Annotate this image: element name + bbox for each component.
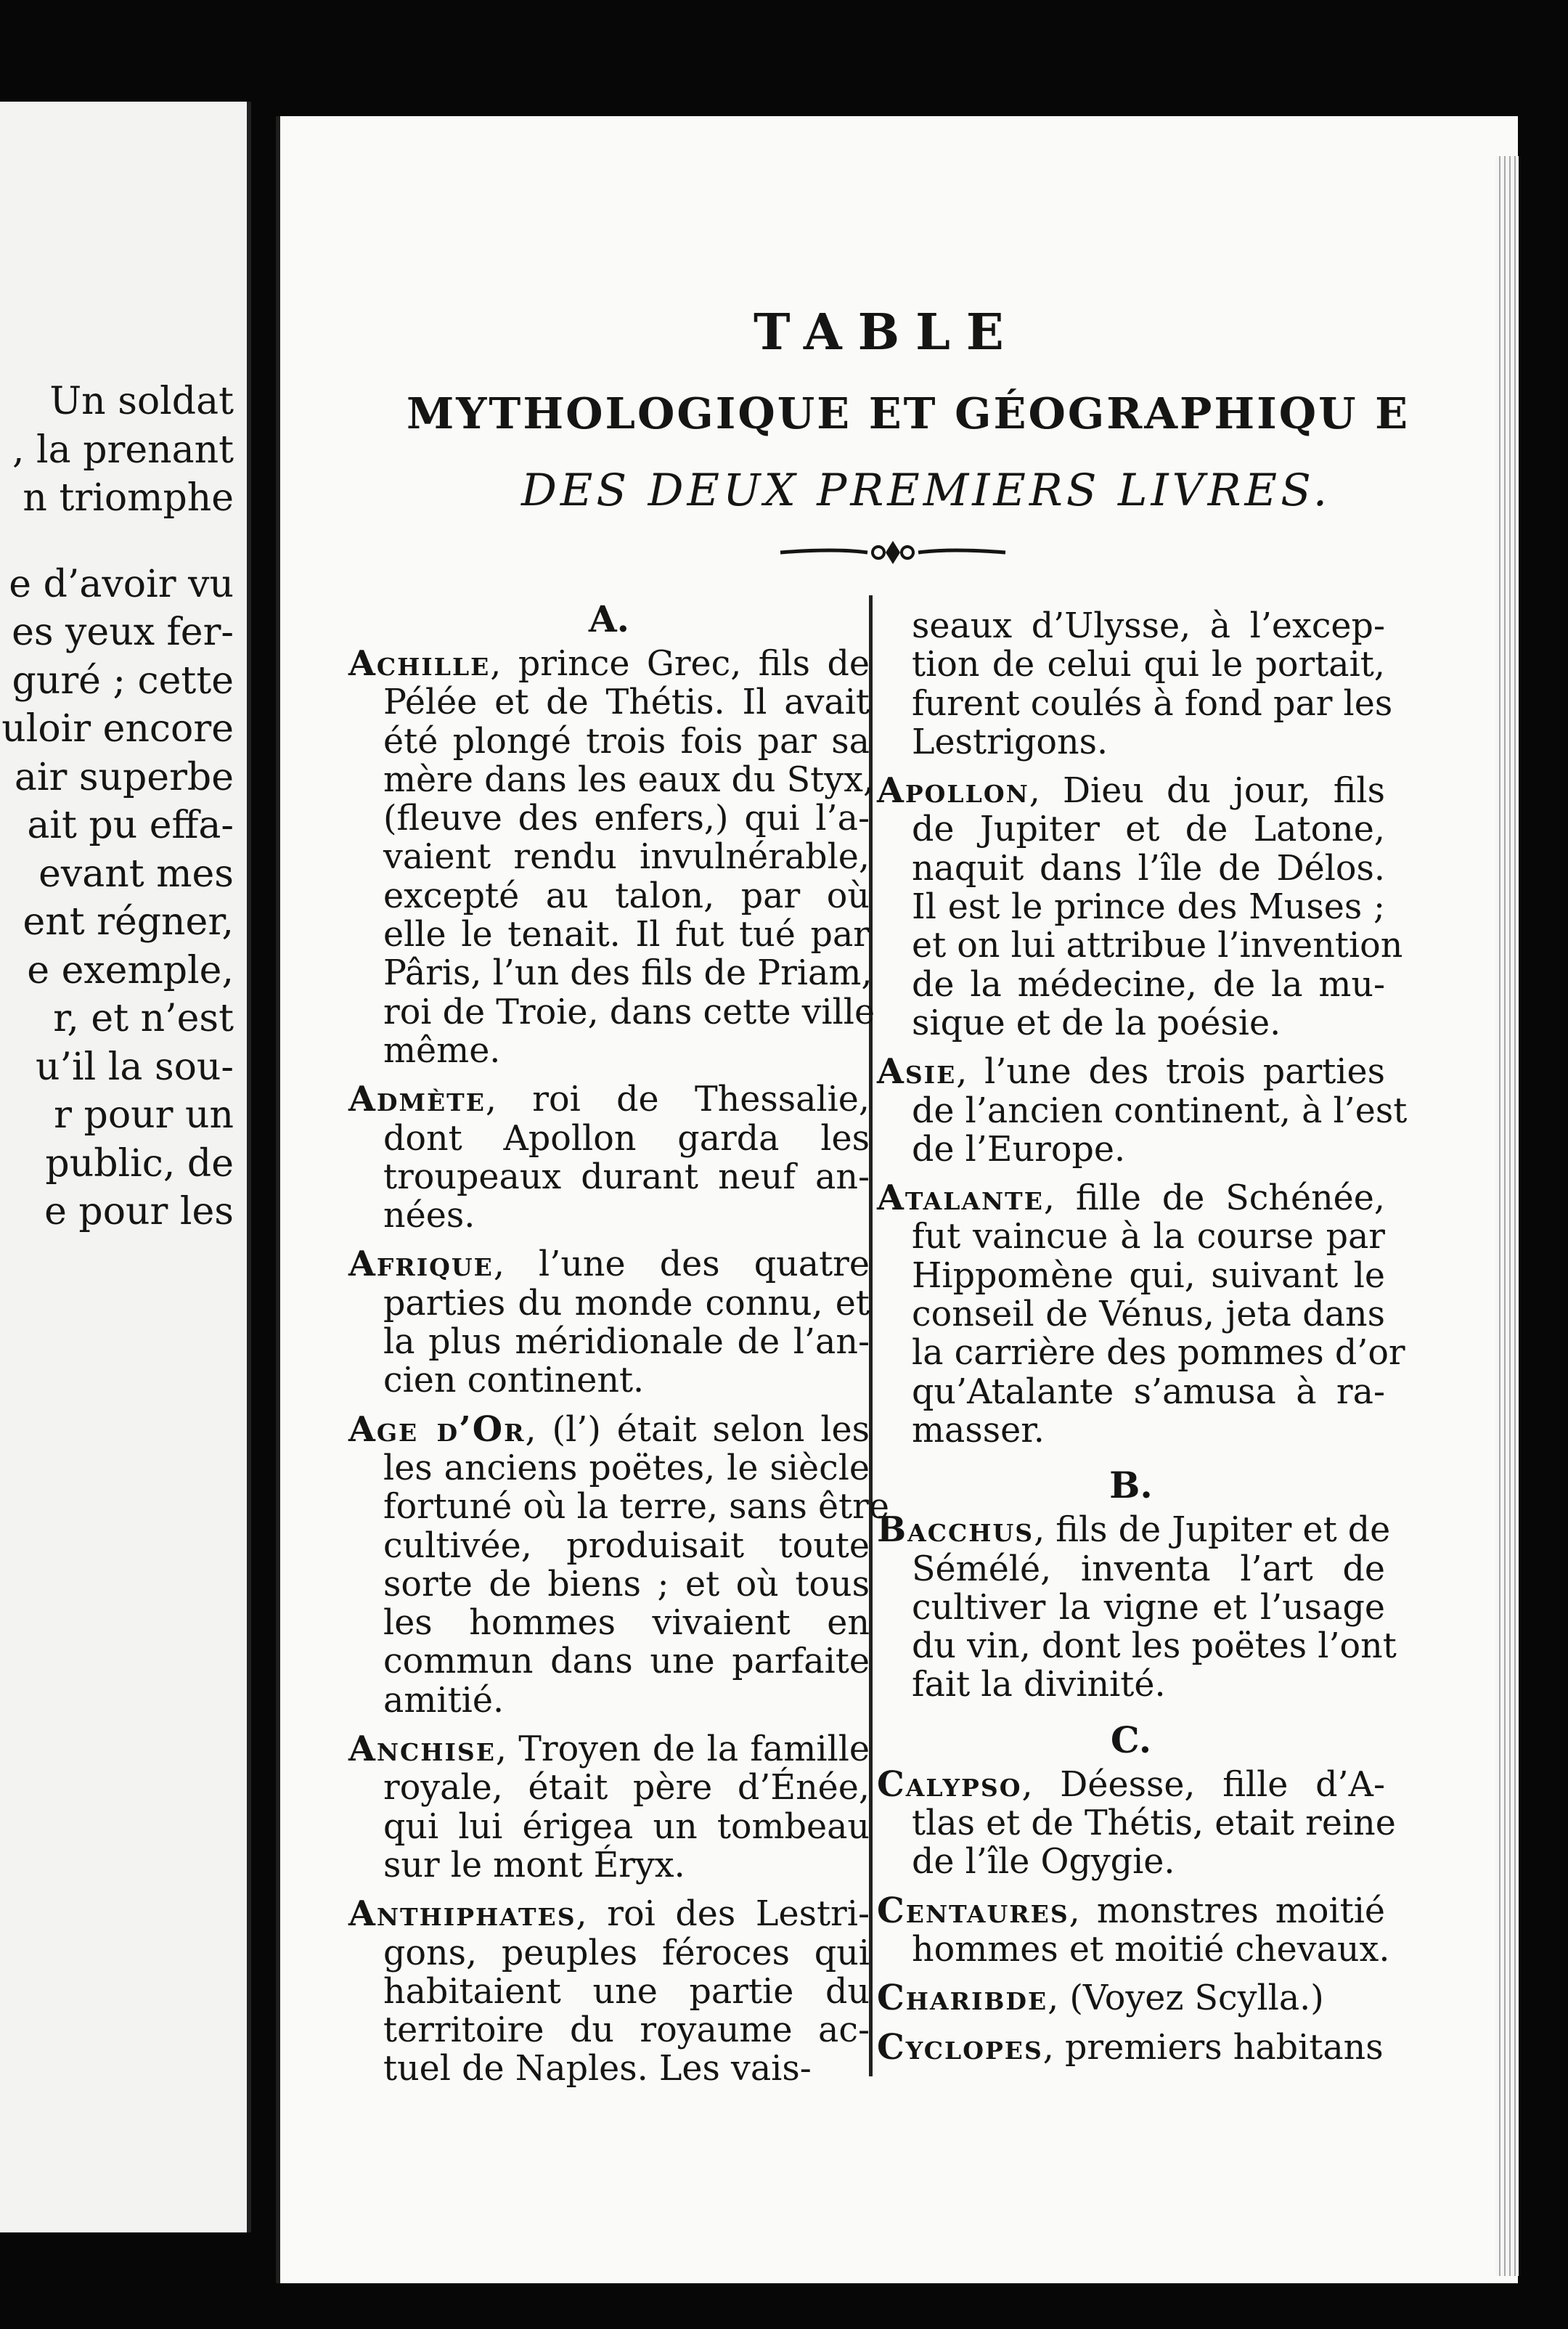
entry-line: cien continent. xyxy=(383,1361,645,1401)
entry-text: , premiers habitans xyxy=(1042,2027,1384,2068)
entry-line xyxy=(877,1509,1391,1551)
index-entry xyxy=(877,1979,1385,2018)
entry-line: de l’ancien continent, à l’est xyxy=(912,1090,1408,1131)
index-entry xyxy=(348,1730,870,1885)
facing-page-line: es yeux fer- xyxy=(12,611,234,654)
entry-line: de l’Europe. xyxy=(912,1129,1126,1170)
entry-text: , Dieu du jour, fils xyxy=(1029,771,1385,812)
entry-line xyxy=(877,1053,1385,1091)
entry-line: les anciens poëtes, le siècle xyxy=(383,1448,870,1488)
entry-headword: Afrique xyxy=(348,1244,494,1285)
entry-text: , Déesse, fille d’A- xyxy=(1021,1764,1385,1805)
entry-line xyxy=(877,1763,1385,1805)
entry-text: , fille de Schénée, xyxy=(1043,1178,1385,1219)
index-entry xyxy=(877,1178,1405,1451)
entry-text: , (l’) était selon les xyxy=(525,1409,870,1450)
entry-line xyxy=(348,1080,870,1119)
facing-page-line: Un soldat xyxy=(49,380,234,423)
entry-line xyxy=(348,1245,870,1284)
entry-headword: Bacchus xyxy=(877,1509,1034,1551)
entry-line: sur le mont Éryx. xyxy=(383,1845,685,1885)
entry-line xyxy=(348,645,870,683)
entry-text: , roi des Lestri- xyxy=(576,1894,870,1935)
entry-headword: Cyclopes xyxy=(877,2026,1043,2068)
entry-line: royale, était père d’Énée, xyxy=(383,1768,870,1808)
page-title: TABLE xyxy=(754,303,1020,362)
entry-line xyxy=(877,772,1385,810)
facing-page-line: air superbe xyxy=(14,755,234,799)
facing-page-line: r pour un xyxy=(54,1093,234,1137)
entry-line: tlas et de Thétis, etait reine xyxy=(912,1803,1396,1844)
index-entry xyxy=(877,2028,1385,2067)
entry-headword: Atalante xyxy=(877,1178,1044,1219)
entry-line: les hommes vivaient en xyxy=(383,1603,870,1644)
entry-line: habitaient une partie du xyxy=(383,1971,870,2012)
index-entry xyxy=(877,1763,1396,1883)
entry-headword: Admète xyxy=(348,1079,486,1120)
entry-text: , monstres moitié xyxy=(1069,1890,1385,1931)
entry-line: Hippomène qui, suivant le xyxy=(912,1255,1385,1296)
entry-line: tuel de Naples. Les vais- xyxy=(383,2049,812,2089)
index-entry xyxy=(348,1408,889,1721)
entry-headword: Anthiphates xyxy=(348,1893,576,1935)
facing-page-line: evant mes xyxy=(38,852,234,896)
index-entry xyxy=(348,1895,870,2088)
section-heading: C. xyxy=(1110,1718,1152,1761)
entry-line: parties du monde connu, et xyxy=(383,1283,870,1323)
entry-line: fait la divinité. xyxy=(912,1665,1166,1705)
entry-line: naquit dans l’île de Délos. xyxy=(912,848,1385,889)
entry-line: elle le tenait. Il fut tué par xyxy=(383,915,870,955)
entry-line: roi de Troie, dans cette ville xyxy=(383,992,875,1032)
section-heading: B. xyxy=(1109,1464,1153,1507)
entry-text: , (Voyez Scylla.) xyxy=(1048,1978,1324,2019)
entry-line: été plongé trois fois par sa xyxy=(383,721,870,762)
entry-line xyxy=(877,1892,1385,1930)
entry-line: dont Apollon garda les xyxy=(383,1118,870,1159)
entry-line: de Jupiter et de Latone, xyxy=(912,809,1385,850)
facing-page-line: guré ; cette xyxy=(12,658,234,703)
entry-line: furent coulés à fond par les xyxy=(912,683,1393,724)
entry-line: Lestrigons. xyxy=(912,722,1108,762)
entry-line: de l’île Ogygie. xyxy=(912,1842,1175,1883)
entry-line: nées. xyxy=(383,1196,475,1236)
entry-headword: Asie xyxy=(877,1051,957,1093)
entry-line: amitié. xyxy=(383,1680,505,1721)
entry-line: sorte de biens ; et où tous xyxy=(383,1564,870,1604)
entry-line xyxy=(348,1895,870,1933)
entry-line: conseil de Vénus, jeta dans xyxy=(912,1294,1385,1335)
facing-page-line xyxy=(0,523,234,560)
entry-line: vaient rendu invulnérable, xyxy=(383,837,870,878)
entry-headword: Apollon xyxy=(877,770,1029,812)
entry-line: seaux d’Ulysse, à l’excep- xyxy=(912,606,1385,646)
entry-line: qu’Atalante s’amusa à ra- xyxy=(912,1371,1385,1412)
entry-text: , l’une des trois parties xyxy=(956,1052,1385,1093)
entry-line: territoire du royaume ac- xyxy=(383,2010,870,2051)
facing-page-line: e d’avoir vu xyxy=(9,562,234,606)
entry-line: Il est le prince des Muses ; xyxy=(912,887,1385,928)
entry-line: sique et de la poésie. xyxy=(912,1003,1281,1043)
entry-line: masser. xyxy=(912,1410,1045,1451)
facing-page-line: ent régner, xyxy=(23,900,234,944)
page-subtitle: MYTHOLOGIQUE ET GÉOGRAPHIQU E xyxy=(407,388,1410,439)
facing-page-line: public, de xyxy=(45,1141,234,1186)
entry-line: troupeaux durant neuf an- xyxy=(383,1157,870,1197)
index-entry xyxy=(348,1245,870,1400)
index-entry xyxy=(877,1890,1390,1970)
entry-headword: Achille xyxy=(348,643,491,684)
entry-line: du vin, dont les poëtes l’ont xyxy=(912,1626,1397,1667)
entry-line: (fleuve des enfers,) qui l’a- xyxy=(383,799,870,839)
entry-line: commun dans une parfaite xyxy=(383,1641,870,1682)
index-entry xyxy=(877,770,1403,1043)
page-edge xyxy=(1495,156,1519,2276)
entry-line: fut vaincue à la course par xyxy=(912,1217,1385,1257)
entry-line xyxy=(877,1179,1385,1217)
index-entry-continued xyxy=(877,606,1393,762)
facing-page-line: , la prenant xyxy=(12,428,234,472)
facing-page-line: e pour les xyxy=(44,1190,234,1233)
index-entry xyxy=(877,1509,1397,1705)
entry-headword: Age d’Or xyxy=(348,1408,526,1450)
entry-line: même. xyxy=(383,1030,501,1071)
entry-line: qui lui érigea un tombeau xyxy=(383,1806,870,1847)
facing-page-line: uloir encore xyxy=(1,707,234,751)
entry-line: excepté au talon, par où xyxy=(383,876,870,916)
entry-text: , prince Grec, fils de xyxy=(490,644,870,684)
entry-text: , Troyen de la famille xyxy=(495,1729,870,1770)
entry-text: , fils de Jupiter et de xyxy=(1034,1510,1391,1551)
entry-line xyxy=(877,1979,1385,2018)
page-subtitle-italic: DES DEUX PREMIERS LIVRES. xyxy=(521,465,1331,516)
entry-line: tion de celui qui le portait, xyxy=(912,645,1385,685)
facing-page-line: r, et n’est xyxy=(53,997,234,1040)
entry-line: et on lui attribue l’invention xyxy=(912,926,1403,966)
section-heading: A. xyxy=(588,597,630,640)
entry-line: fortuné où la terre, sans être xyxy=(383,1487,889,1527)
entry-text: , roi de Thessalie, xyxy=(485,1080,870,1120)
entry-line: Pâris, l’un des fils de Priam, xyxy=(383,953,873,994)
entry-line: hommes et moitié chevaux. xyxy=(912,1929,1390,1970)
left-column xyxy=(348,594,889,2099)
facing-page-line: ait pu effa- xyxy=(27,804,234,847)
entry-line: Pélée et de Thétis. Il avait xyxy=(383,682,870,723)
facing-page-line: n triomphe xyxy=(23,476,234,520)
index-entry xyxy=(348,643,875,1071)
entry-headword: Charibde xyxy=(877,1978,1048,2019)
facing-page-line: u’il la sou- xyxy=(35,1045,234,1089)
facing-page xyxy=(0,102,251,2232)
entry-line: la carrière des pommes d’or xyxy=(912,1333,1405,1374)
entry-line: la plus méridionale de l’an- xyxy=(383,1322,870,1363)
entry-line xyxy=(877,2028,1385,2067)
entry-headword: Calypso xyxy=(877,1763,1022,1805)
entry-headword: Centaures xyxy=(877,1890,1069,1931)
entry-line: gons, peuples féroces qui xyxy=(383,1933,870,1973)
right-column xyxy=(877,606,1408,2077)
entry-line: cultiver la vigne et l’usage xyxy=(912,1587,1385,1628)
entry-line xyxy=(348,1408,870,1450)
entry-line xyxy=(348,1730,870,1769)
entry-headword: Anchise xyxy=(348,1729,496,1770)
entry-line: Sémélé, inventa l’art de xyxy=(912,1549,1385,1589)
entry-line: de la médecine, de la mu- xyxy=(912,964,1385,1005)
facing-page-text xyxy=(0,378,234,1236)
facing-page-line: e exemple, xyxy=(27,948,234,992)
entry-text: , l’une des quatre xyxy=(493,1244,870,1285)
index-entry xyxy=(877,1051,1408,1170)
entry-line: cultivée, produisait toute xyxy=(383,1525,870,1566)
entry-line: mère dans les eaux du Styx, xyxy=(383,759,874,800)
ornament-divider xyxy=(777,534,1009,570)
index-entry xyxy=(348,1080,870,1235)
